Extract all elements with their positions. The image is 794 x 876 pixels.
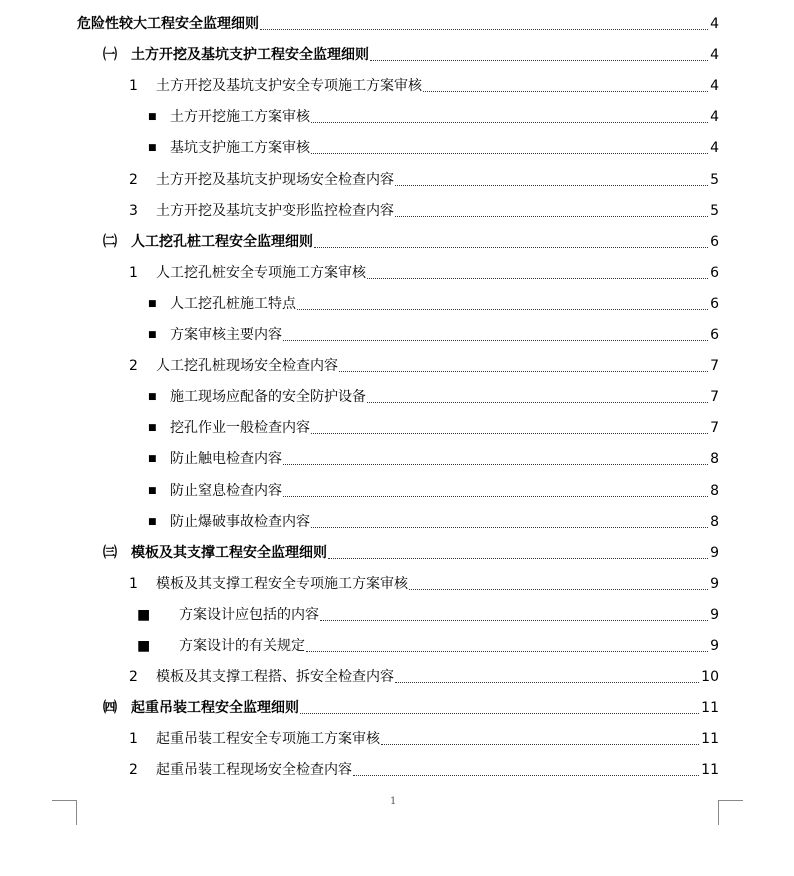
toc-page-number: 8 bbox=[710, 513, 719, 530]
toc-page-number: 6 bbox=[710, 327, 719, 343]
toc-entry[interactable] bbox=[129, 260, 719, 282]
bullet-icon: ■ bbox=[137, 606, 151, 623]
toc-entry-title: 模板及其支撑工程搭、拆安全检查内容 bbox=[156, 669, 394, 686]
toc-entry[interactable] bbox=[129, 726, 719, 748]
bullet-icon: ■ bbox=[148, 112, 157, 123]
toc-entry-title: 土方开挖及基坑支护工程安全监理细则 bbox=[131, 47, 369, 64]
toc-entry-title: 施工现场应配备的安全防护设备 bbox=[170, 389, 366, 406]
bullet-icon: ■ bbox=[148, 516, 157, 527]
toc-entry[interactable] bbox=[148, 478, 719, 500]
toc-page-number: 6 bbox=[710, 264, 719, 281]
toc-dot-leader bbox=[395, 215, 708, 217]
toc-entry-title: 防止触电检查内容 bbox=[170, 451, 282, 468]
toc-entry-title: 防止窒息检查内容 bbox=[170, 482, 282, 499]
toc-entry[interactable] bbox=[148, 509, 719, 531]
toc-dot-leader bbox=[311, 152, 708, 154]
toc-entry-title: 模板及其支撑工程安全监理细则 bbox=[131, 544, 327, 561]
toc-page-number: 6 bbox=[710, 295, 719, 312]
page-corner-mark-right bbox=[718, 800, 743, 825]
bullet-icon: ■ bbox=[148, 330, 157, 340]
toc-page-number: 11 bbox=[701, 700, 719, 717]
toc-entry-number: 2 bbox=[129, 171, 138, 188]
toc-entry[interactable] bbox=[148, 384, 719, 406]
toc-entry-number: 1 bbox=[129, 78, 138, 95]
toc-entry[interactable] bbox=[129, 198, 719, 220]
toc-entry[interactable] bbox=[103, 42, 719, 64]
toc-dot-leader bbox=[314, 246, 708, 248]
toc-entry[interactable] bbox=[129, 167, 719, 189]
toc-page-number: 9 bbox=[710, 606, 719, 623]
toc-dot-leader bbox=[395, 184, 708, 186]
toc-page-number: 9 bbox=[710, 544, 719, 561]
toc-entry[interactable] bbox=[137, 633, 719, 655]
bullet-icon: ■ bbox=[148, 143, 157, 154]
toc-dot-leader bbox=[353, 774, 699, 776]
toc-entry[interactable] bbox=[129, 571, 719, 593]
toc-dot-leader bbox=[339, 370, 708, 372]
toc-entry-title: 方案审核主要内容 bbox=[170, 327, 282, 343]
toc-entry[interactable] bbox=[148, 135, 719, 157]
bullet-icon: ■ bbox=[148, 298, 157, 309]
toc-entry-number: ㈢ bbox=[103, 544, 117, 561]
toc-page-number: 5 bbox=[710, 171, 719, 188]
toc-dot-leader bbox=[283, 463, 708, 465]
toc-page-number: 8 bbox=[710, 451, 719, 468]
toc-dot-leader bbox=[409, 588, 708, 590]
bullet-icon: ■ bbox=[148, 485, 157, 496]
toc-page-number: 8 bbox=[710, 482, 719, 499]
toc-entry[interactable] bbox=[103, 229, 719, 251]
toc-entry-number: 1 bbox=[129, 731, 138, 748]
toc-entry-title: 土方开挖及基坑支护现场安全检查内容 bbox=[156, 171, 394, 188]
page-corner-mark-left bbox=[52, 800, 77, 825]
toc-entry-title: 方案设计的有关规定 bbox=[179, 638, 305, 654]
toc-entry[interactable] bbox=[148, 291, 719, 313]
toc-page-number: 11 bbox=[701, 731, 719, 748]
toc-dot-leader bbox=[381, 743, 699, 745]
toc-dot-leader bbox=[283, 495, 708, 497]
toc-entry-title: 起重吊装工程安全专项施工方案审核 bbox=[156, 731, 380, 748]
toc-entry-title: 防止爆破事故检查内容 bbox=[170, 513, 310, 530]
toc-dot-leader bbox=[395, 681, 699, 683]
bullet-icon: ■ bbox=[137, 638, 151, 654]
toc-entry-title: 方案设计应包括的内容 bbox=[179, 606, 319, 623]
toc-dot-leader bbox=[300, 712, 699, 714]
toc-entry-title: 人工挖孔桩工程安全监理细则 bbox=[131, 233, 313, 250]
toc-entry[interactable] bbox=[103, 540, 719, 562]
toc-page-number: 11 bbox=[701, 762, 719, 779]
toc-entry-title: 土方开挖施工方案审核 bbox=[170, 109, 310, 126]
toc-entry[interactable] bbox=[148, 322, 719, 344]
bullet-icon: ■ bbox=[148, 423, 157, 434]
toc-page-number: 9 bbox=[710, 638, 719, 654]
toc-page-number: 7 bbox=[710, 420, 719, 437]
toc-page-number: 7 bbox=[710, 389, 719, 406]
toc-entry-number: ㈠ bbox=[103, 47, 117, 64]
toc-entry-number: 1 bbox=[129, 575, 138, 592]
toc-dot-leader bbox=[367, 401, 708, 403]
toc-dot-leader bbox=[306, 650, 708, 652]
toc-page-number: 7 bbox=[710, 358, 719, 375]
bullet-icon: ■ bbox=[148, 454, 157, 465]
toc-dot-leader bbox=[297, 308, 708, 310]
toc-entry-number: ㈣ bbox=[103, 700, 117, 717]
toc-entry-number: ㈡ bbox=[103, 233, 117, 250]
toc-entry-title: 人工挖孔桩施工特点 bbox=[170, 295, 296, 312]
bullet-icon: ■ bbox=[148, 392, 157, 403]
toc-entry-number: 1 bbox=[129, 264, 138, 281]
toc-dot-leader bbox=[283, 339, 708, 341]
toc-dot-leader bbox=[328, 557, 708, 559]
toc-entry[interactable] bbox=[148, 104, 719, 126]
toc-entry-title: 模板及其支撑工程安全专项施工方案审核 bbox=[156, 575, 408, 592]
toc-entry-number: 2 bbox=[129, 358, 138, 375]
toc-entry[interactable] bbox=[103, 695, 719, 717]
toc-page-number: 4 bbox=[710, 140, 719, 157]
toc-page-number: 4 bbox=[710, 78, 719, 95]
toc-entry[interactable] bbox=[137, 602, 719, 624]
toc-dot-leader bbox=[311, 121, 708, 123]
toc-dot-leader bbox=[311, 526, 708, 528]
toc-page-number: 4 bbox=[710, 47, 719, 64]
toc-dot-leader bbox=[423, 90, 708, 92]
toc-dot-leader bbox=[370, 59, 708, 61]
toc-page-number: 10 bbox=[701, 669, 719, 686]
toc-entry-number: 2 bbox=[129, 762, 138, 779]
toc-page-number: 4 bbox=[710, 16, 719, 32]
page-number-footer: 1 bbox=[390, 796, 397, 807]
toc-entry-number: 2 bbox=[129, 669, 138, 686]
toc-entry[interactable] bbox=[129, 73, 719, 95]
toc-entry-title: 人工挖孔桩安全专项施工方案审核 bbox=[156, 264, 366, 281]
toc-page-number: 5 bbox=[710, 202, 719, 219]
toc-dot-leader bbox=[260, 28, 708, 30]
toc-entry[interactable] bbox=[148, 446, 719, 468]
toc-entry-title: 危险性较大工程安全监理细则 bbox=[77, 16, 259, 32]
toc-entry-title: 起重吊装工程安全监理细则 bbox=[131, 700, 299, 717]
toc-entry-title: 土方开挖及基坑支护变形监控检查内容 bbox=[156, 202, 394, 219]
toc-entry[interactable] bbox=[148, 415, 719, 437]
toc-entry[interactable] bbox=[129, 757, 719, 779]
toc-dot-leader bbox=[311, 432, 708, 434]
toc-entry-title: 起重吊装工程现场安全检查内容 bbox=[156, 762, 352, 779]
toc-entry-number: 3 bbox=[129, 202, 138, 219]
toc-entry[interactable] bbox=[129, 664, 719, 686]
toc-page-number: 6 bbox=[710, 233, 719, 250]
toc-entry-title: 基坑支护施工方案审核 bbox=[170, 140, 310, 157]
toc-dot-leader bbox=[320, 619, 708, 621]
toc-page-number: 9 bbox=[710, 575, 719, 592]
toc-dot-leader bbox=[367, 277, 708, 279]
toc-entry-title: 人工挖孔桩现场安全检查内容 bbox=[156, 358, 338, 375]
toc-entry[interactable] bbox=[129, 353, 719, 375]
toc-entry-title: 土方开挖及基坑支护安全专项施工方案审核 bbox=[156, 78, 422, 95]
toc-entry[interactable] bbox=[77, 11, 719, 33]
toc-page-number: 4 bbox=[710, 109, 719, 126]
toc-entry-title: 挖孔作业一般检查内容 bbox=[170, 420, 310, 437]
